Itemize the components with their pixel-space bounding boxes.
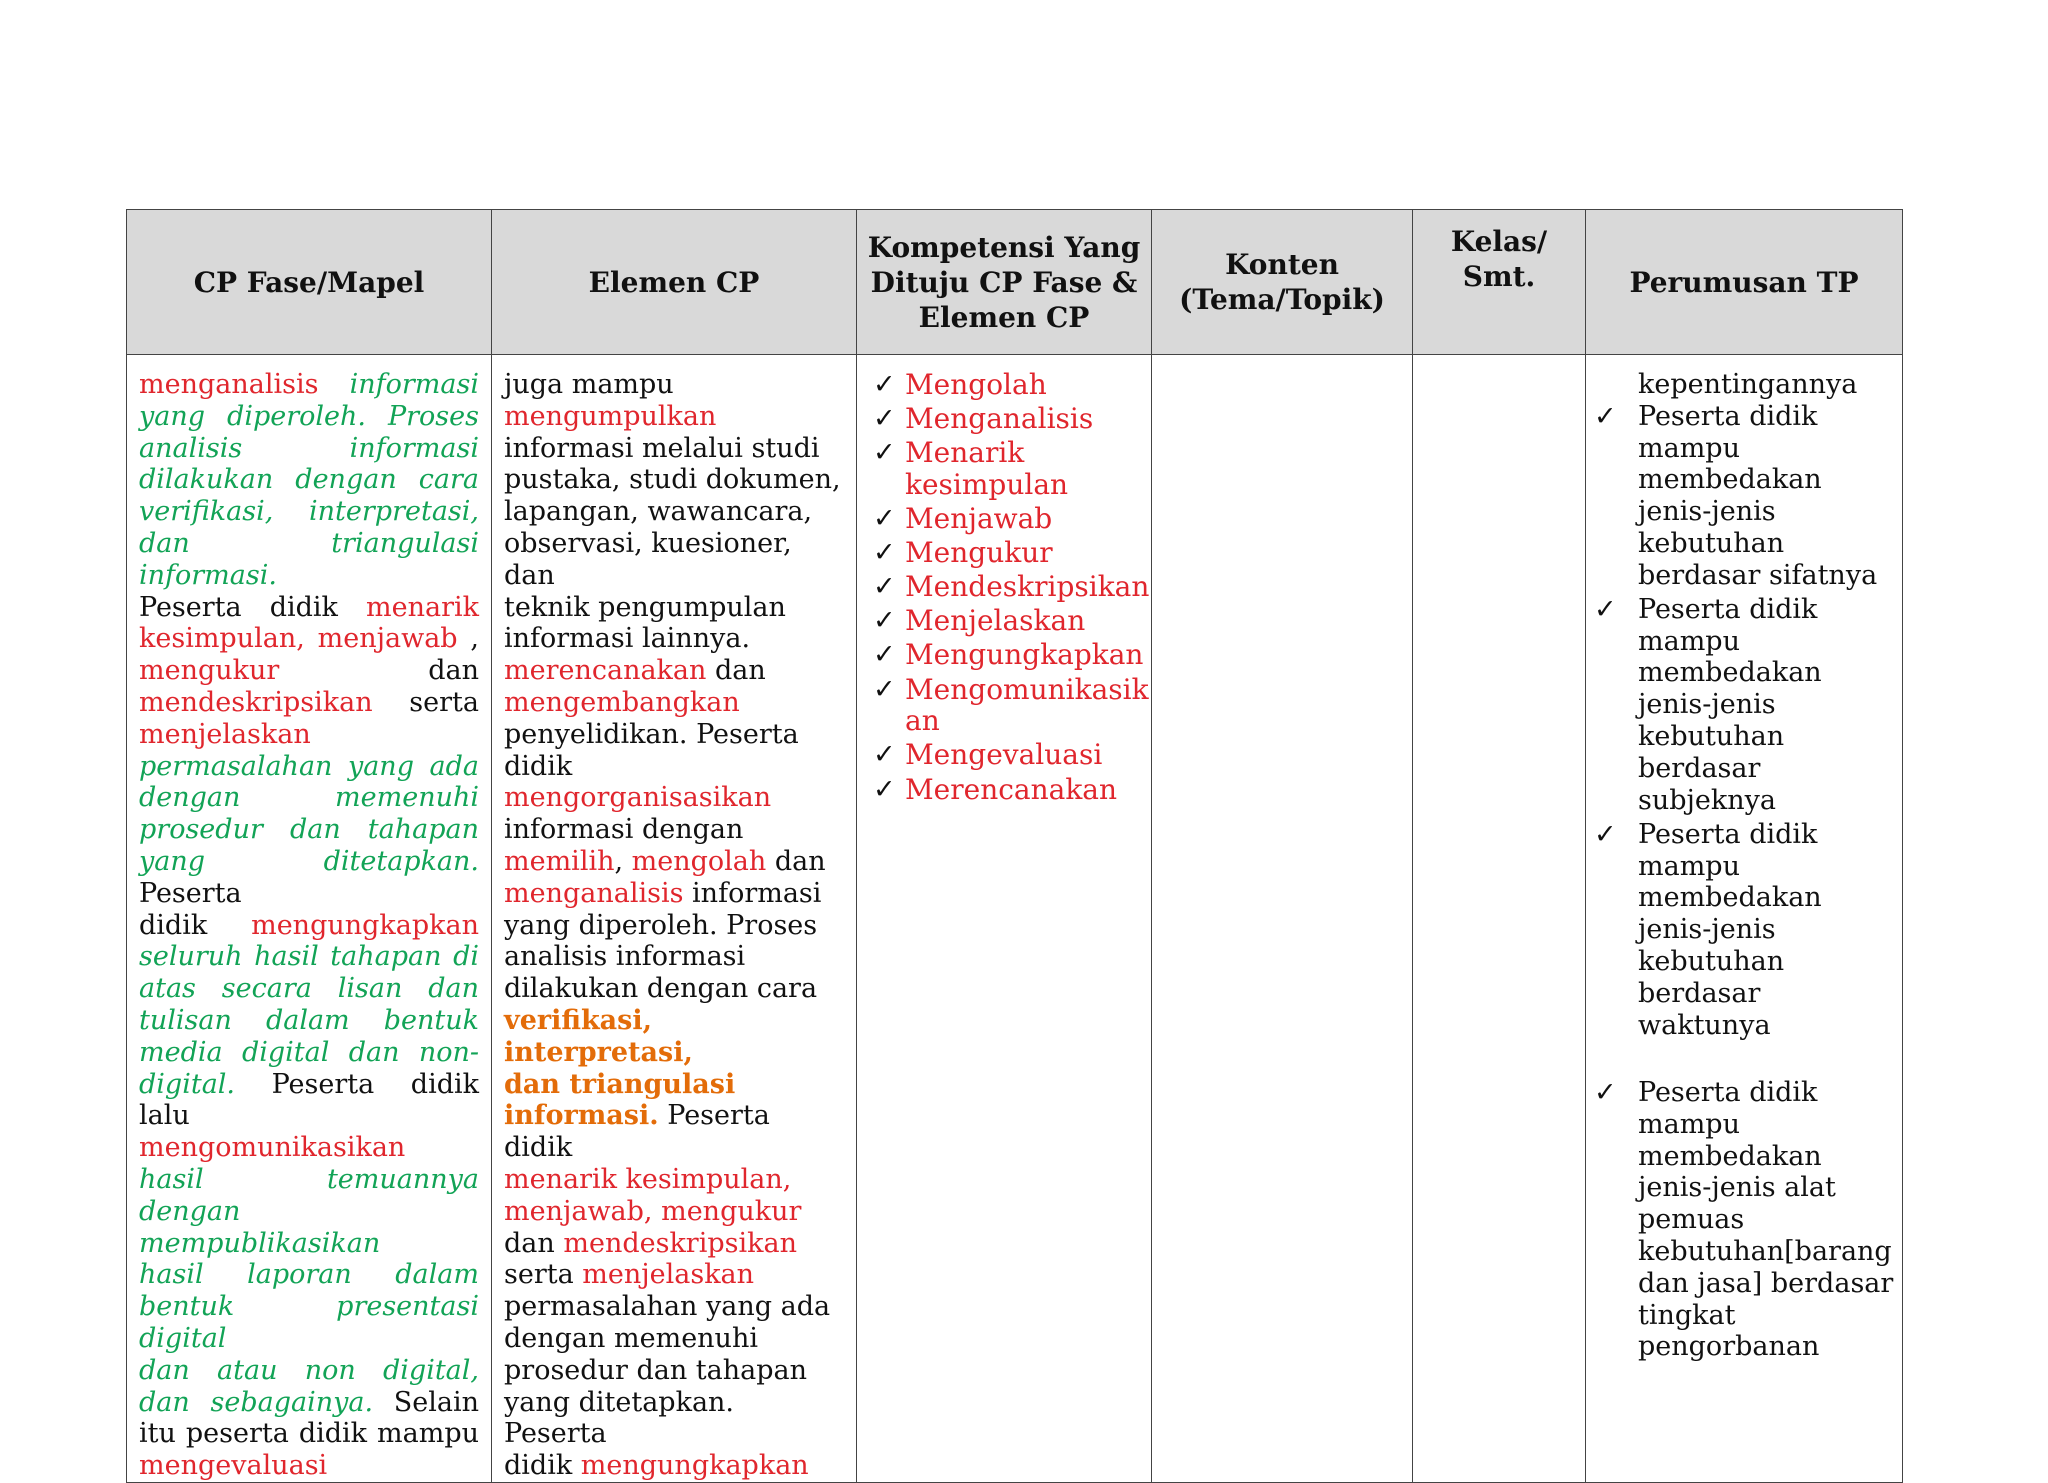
text-line xyxy=(504,1228,844,1260)
header-cp-fase-label: CP Fase/Mapel xyxy=(193,265,425,299)
header-konten-line: (Tema/Topik) xyxy=(1179,283,1385,316)
text-line xyxy=(504,1355,844,1387)
text-line xyxy=(139,401,479,433)
text-line xyxy=(504,878,844,910)
text-segment: dan sebagainya. xyxy=(139,1386,374,1418)
text-line xyxy=(139,1387,479,1419)
check-icon: ✓ xyxy=(873,369,896,400)
text-segment: bentuk presentasi digital xyxy=(139,1291,479,1354)
text-line xyxy=(139,1069,479,1133)
text-segment: dan xyxy=(766,845,826,877)
text-segment: mengungkapkan xyxy=(251,909,479,941)
kompetensi-list xyxy=(869,368,1150,806)
text-segment: informasi melalui studi xyxy=(504,432,820,464)
check-item-line: jenis-jenis xyxy=(1638,689,1776,721)
text-segment: itu peserta didik mampu xyxy=(139,1418,479,1450)
text-segment: prosedur dan tahapan xyxy=(139,814,479,846)
header-kelas-line: Kelas/ xyxy=(1450,225,1548,258)
text-line xyxy=(139,496,479,528)
text-segment: yang diperoleh. Proses xyxy=(139,400,479,432)
text-segment: analisis informasi xyxy=(139,432,479,464)
text-line xyxy=(504,751,844,815)
text-line xyxy=(504,623,844,655)
check-list-item xyxy=(869,605,1139,637)
text-segment: mendeskripsikan xyxy=(563,1227,797,1259)
text-line xyxy=(504,687,844,719)
check-item-line: kebutuhan xyxy=(1638,721,1785,753)
text-segment: dengan mempublikasikan xyxy=(139,1195,381,1259)
check-icon: ✓ xyxy=(1594,1076,1617,1108)
text-segment: prosedur dan tahapan xyxy=(504,1354,807,1386)
header-cp-fase xyxy=(127,210,492,355)
konten-cell xyxy=(1152,355,1413,1483)
text-line xyxy=(504,719,844,751)
check-item-line: Mengungkapkan xyxy=(905,638,1144,672)
text-segment: dilakukan dengan cara xyxy=(504,973,818,1005)
check-list-item xyxy=(869,638,1144,672)
check-list-item xyxy=(1586,819,1898,1042)
text-segment: dengan memenuhi xyxy=(504,1322,758,1354)
header-kompetensi xyxy=(857,210,1152,355)
check-list-item xyxy=(869,369,1139,401)
check-item-line: Peserta didik xyxy=(1638,818,1818,850)
text-line xyxy=(504,1005,844,1069)
check-list-item xyxy=(1586,1077,1898,1363)
text-segment: atas secara lisan dan xyxy=(139,973,479,1005)
text-line xyxy=(139,1164,479,1196)
text-line xyxy=(139,1132,479,1164)
header-elemen-cp-label: Elemen CP xyxy=(588,265,760,299)
text-segment: menganalisis xyxy=(504,877,684,909)
text-segment: dan atau non digital, xyxy=(139,1354,479,1386)
text-line xyxy=(139,1196,479,1260)
text-segment: media digital dan non- xyxy=(139,1036,479,1068)
text-segment: permasalahan yang ada xyxy=(139,750,479,782)
check-item-line: membedakan xyxy=(1638,464,1822,496)
check-icon: ✓ xyxy=(873,639,896,671)
text-segment: seluruh hasil tahapan di xyxy=(139,941,479,973)
text-line xyxy=(504,1196,844,1228)
text-segment: penyelidikan. Peserta xyxy=(504,718,799,750)
text-segment: didik xyxy=(139,909,208,941)
text-segment: teknik pengumpulan xyxy=(504,591,786,623)
check-item-line: jenis-jenis xyxy=(1638,496,1776,528)
tp-list xyxy=(1586,401,1898,1363)
text-segment: , xyxy=(614,845,632,877)
text-line xyxy=(139,751,479,783)
check-item-line: Merencanakan xyxy=(905,772,1118,806)
text-line xyxy=(504,846,844,878)
text-segment: , xyxy=(470,623,479,655)
text-segment: menjelaskan xyxy=(582,1259,755,1291)
text-segment: kesimpulan, xyxy=(139,623,305,655)
check-item-line: kesimpulan xyxy=(905,467,1069,501)
header-kompetensi-line: Kompetensi Yang xyxy=(867,230,1141,264)
check-item-line: membedakan xyxy=(1638,657,1822,689)
text-segment: dan triangulasi xyxy=(504,1068,736,1100)
text-segment: informasi. xyxy=(504,1100,659,1132)
text-segment: juga mampu xyxy=(504,369,674,400)
text-segment: hasil laporan dalam xyxy=(139,1259,479,1291)
elemen-cp-cell xyxy=(492,355,857,1483)
text-segment: mengomunikasikan xyxy=(139,1132,406,1164)
check-item-line: subjeknya xyxy=(1638,784,1776,816)
check-item-line: Peserta didik xyxy=(1638,400,1818,432)
check-list-item xyxy=(869,537,1139,569)
text-segment: serta xyxy=(409,686,479,718)
text-segment: menarik xyxy=(366,591,479,623)
check-item-line: dan jasa] berdasar xyxy=(1638,1267,1894,1299)
text-line xyxy=(139,687,479,719)
text-segment: Selain xyxy=(393,1386,479,1418)
check-item-line: Mengukur xyxy=(905,536,1053,570)
text-segment: menjawab, mengukur xyxy=(504,1195,802,1227)
header-elemen-cp xyxy=(492,210,857,355)
text-segment: dan xyxy=(706,655,766,687)
text-segment: serta xyxy=(504,1259,583,1291)
check-icon: ✓ xyxy=(873,503,896,535)
text-segment: dan xyxy=(428,655,479,687)
check-list-item xyxy=(869,503,1139,535)
check-icon: ✓ xyxy=(873,537,896,569)
text-segment: Peserta xyxy=(139,877,242,909)
header-kelas-line: Smt. xyxy=(1462,260,1536,293)
text-line xyxy=(139,655,479,687)
check-item-line: Menganalisis xyxy=(905,402,1094,436)
check-list-item xyxy=(869,570,1150,604)
text-line xyxy=(139,910,479,942)
text-line xyxy=(139,1418,479,1450)
text-line xyxy=(504,464,844,496)
check-item-line: berdasar sifatnya xyxy=(1638,559,1878,591)
text-line xyxy=(504,401,844,433)
text-segment: didik xyxy=(504,1450,581,1482)
header-konten xyxy=(1152,210,1413,355)
text-line xyxy=(504,1164,844,1196)
check-item-line: jenis-jenis alat xyxy=(1638,1172,1836,1204)
check-icon: ✓ xyxy=(873,605,896,637)
text-line xyxy=(139,623,479,655)
header-perumusan-tp xyxy=(1586,210,1903,355)
check-icon: ✓ xyxy=(873,739,896,771)
check-item-line: kebutuhan xyxy=(1638,527,1785,559)
check-item-line: Mendeskripsikan xyxy=(905,570,1150,604)
text-segment: dan xyxy=(504,1227,564,1259)
check-icon: ✓ xyxy=(873,403,896,435)
check-list-item xyxy=(869,403,1139,435)
check-item-line: Menjawab xyxy=(905,502,1053,536)
text-segment: tulisan dalam bentuk xyxy=(139,1004,479,1036)
check-list-item xyxy=(869,672,1149,738)
check-item-line: berdasar xyxy=(1638,752,1761,784)
text-line xyxy=(504,910,844,942)
check-item-line: mampu xyxy=(1638,850,1740,882)
text-line xyxy=(504,592,844,624)
text-line xyxy=(504,528,844,592)
check-item-line: Peserta didik xyxy=(1638,593,1818,625)
check-item-line: jenis-jenis xyxy=(1638,914,1776,946)
text-segment: digital. xyxy=(139,1068,236,1100)
text-segment: verifikasi, interpretasi, xyxy=(504,1004,693,1068)
check-item-line: Peserta didik xyxy=(1638,1076,1818,1108)
check-item-line: an xyxy=(905,704,940,738)
text-segment: menarik kesimpulan, xyxy=(504,1163,792,1195)
text-line xyxy=(504,1259,844,1291)
text-line xyxy=(139,941,479,973)
text-line xyxy=(504,655,844,687)
perumusan-tp-cell xyxy=(1586,355,1903,1483)
text-line xyxy=(139,464,479,496)
text-segment: informasi dengan xyxy=(504,814,744,846)
check-item-line: pemuas xyxy=(1638,1204,1745,1236)
header-kompetensi-line: Elemen CP xyxy=(918,300,1090,334)
check-item-line: pengorbanan xyxy=(1638,1331,1820,1363)
text-line xyxy=(139,1355,479,1387)
check-icon: ✓ xyxy=(1594,818,1617,850)
text-segment: didik xyxy=(504,750,573,782)
text-segment: informasi xyxy=(349,369,479,400)
check-item-line: kebutuhan[barang xyxy=(1638,1235,1892,1267)
header-row xyxy=(127,210,1903,355)
text-segment: mendeskripsikan xyxy=(139,686,373,718)
text-line xyxy=(504,369,844,401)
text-line xyxy=(504,973,844,1005)
text-segment: mengorganisasikan xyxy=(504,782,772,814)
text-line xyxy=(504,1291,844,1323)
check-list-item xyxy=(1586,401,1898,592)
check-icon: ✓ xyxy=(1594,593,1617,625)
text-line xyxy=(139,973,479,1005)
check-list-item xyxy=(869,739,1139,771)
text-line xyxy=(139,1291,479,1355)
text-segment: memilih xyxy=(504,845,615,877)
text-segment: mengungkapkan xyxy=(580,1450,809,1482)
text-segment: merencanakan xyxy=(504,655,707,687)
text-line xyxy=(504,814,844,846)
text-segment: mengembangkan xyxy=(504,686,740,718)
text-segment: observasi, kuesioner, dan xyxy=(504,527,792,591)
text-line xyxy=(504,941,844,973)
check-icon: ✓ xyxy=(873,571,896,603)
text-line xyxy=(139,1259,479,1291)
check-list-item xyxy=(1586,594,1898,817)
check-item-line: tingkat xyxy=(1638,1299,1736,1331)
check-item-line: Menarik xyxy=(905,436,1025,470)
check-icon: ✓ xyxy=(873,673,896,705)
text-segment: mengukur xyxy=(139,655,280,687)
text-line xyxy=(504,1323,844,1355)
text-segment: yang ditetapkan. xyxy=(139,845,479,877)
text-segment: analisis informasi xyxy=(504,941,746,973)
text-segment: Peserta didik xyxy=(504,1100,770,1164)
cp-tp-table xyxy=(126,209,1903,1483)
text-segment: mengumpulkan xyxy=(504,400,717,432)
text-line xyxy=(139,592,479,624)
check-list-item xyxy=(869,437,1139,501)
text-line xyxy=(504,1387,844,1451)
text-segment: Peserta didik xyxy=(139,591,338,623)
text-segment: menjawab xyxy=(317,623,458,655)
kelas-cell xyxy=(1413,355,1586,1483)
check-item-line: mampu xyxy=(1638,625,1740,657)
check-icon: ✓ xyxy=(873,437,896,469)
text-line xyxy=(139,528,479,592)
text-segment: menjelaskan xyxy=(139,718,311,750)
header-kompetensi-line: Dituju CP Fase & xyxy=(870,265,1138,299)
check-item-line: membedakan xyxy=(1638,1140,1822,1172)
text-line xyxy=(139,1005,479,1037)
text-line xyxy=(139,814,479,846)
check-icon: ✓ xyxy=(1594,400,1617,432)
text-line xyxy=(139,1037,479,1069)
kompetensi-cell xyxy=(857,355,1152,1483)
check-item-line: Mengolah xyxy=(905,368,1047,401)
check-item-line: mampu xyxy=(1638,432,1740,464)
text-segment: permasalahan yang ada xyxy=(504,1291,831,1323)
text-segment: lapangan, wawancara, xyxy=(504,496,813,528)
text-segment: yang ditetapkan. Peserta xyxy=(504,1386,735,1450)
text-segment: hasil temuannya xyxy=(139,1163,479,1195)
text-segment: Peserta didik lalu xyxy=(139,1068,479,1132)
text-segment: menganalisis xyxy=(139,369,319,400)
text-line xyxy=(139,1450,479,1482)
text-segment: dengan memenuhi xyxy=(139,782,479,814)
text-line xyxy=(504,1069,844,1101)
header-konten-line: Konten xyxy=(1225,248,1339,281)
text-segment: mengevaluasi xyxy=(139,1450,328,1482)
text-segment: informasi xyxy=(683,877,822,909)
list-spacer xyxy=(1586,1044,1898,1075)
header-kelas xyxy=(1413,210,1586,355)
text-segment: dilakukan dengan cara xyxy=(139,464,479,496)
check-list-item xyxy=(869,774,1139,806)
check-item-line: kebutuhan xyxy=(1638,945,1785,977)
text-line xyxy=(504,1450,844,1482)
text-segment: mengolah xyxy=(631,845,767,877)
text-segment: dan triangulasi informasi. xyxy=(139,527,479,591)
header-perumusan-tp-label: Perumusan TP xyxy=(1629,265,1859,299)
text-line xyxy=(504,433,844,465)
text-line xyxy=(504,1100,844,1164)
text-line xyxy=(504,496,844,528)
check-item-line: Mengomunikasik xyxy=(905,672,1149,706)
text-segment: yang diperoleh. Proses xyxy=(504,909,818,941)
text-segment: verifikasi, interpretasi, xyxy=(139,496,479,528)
text-segment: pustaka, studi dokumen, xyxy=(504,464,841,496)
check-icon: ✓ xyxy=(873,773,896,805)
content-row xyxy=(127,355,1903,1483)
check-item-line: mampu xyxy=(1638,1108,1740,1140)
tp-lead-text: kepentingannya xyxy=(1638,369,1858,400)
check-item-line: Mengevaluasi xyxy=(905,738,1103,772)
text-line xyxy=(139,433,479,465)
text-segment: informasi lainnya. xyxy=(504,623,751,655)
text-line xyxy=(139,719,479,751)
text-line xyxy=(139,846,479,910)
check-item-line: membedakan xyxy=(1638,882,1822,914)
check-item-line: Menjelaskan xyxy=(905,604,1086,638)
text-line xyxy=(139,369,479,401)
cp-fase-cell xyxy=(127,355,492,1483)
check-item-line: berdasar waktunya xyxy=(1638,977,1771,1041)
text-line xyxy=(139,782,479,814)
